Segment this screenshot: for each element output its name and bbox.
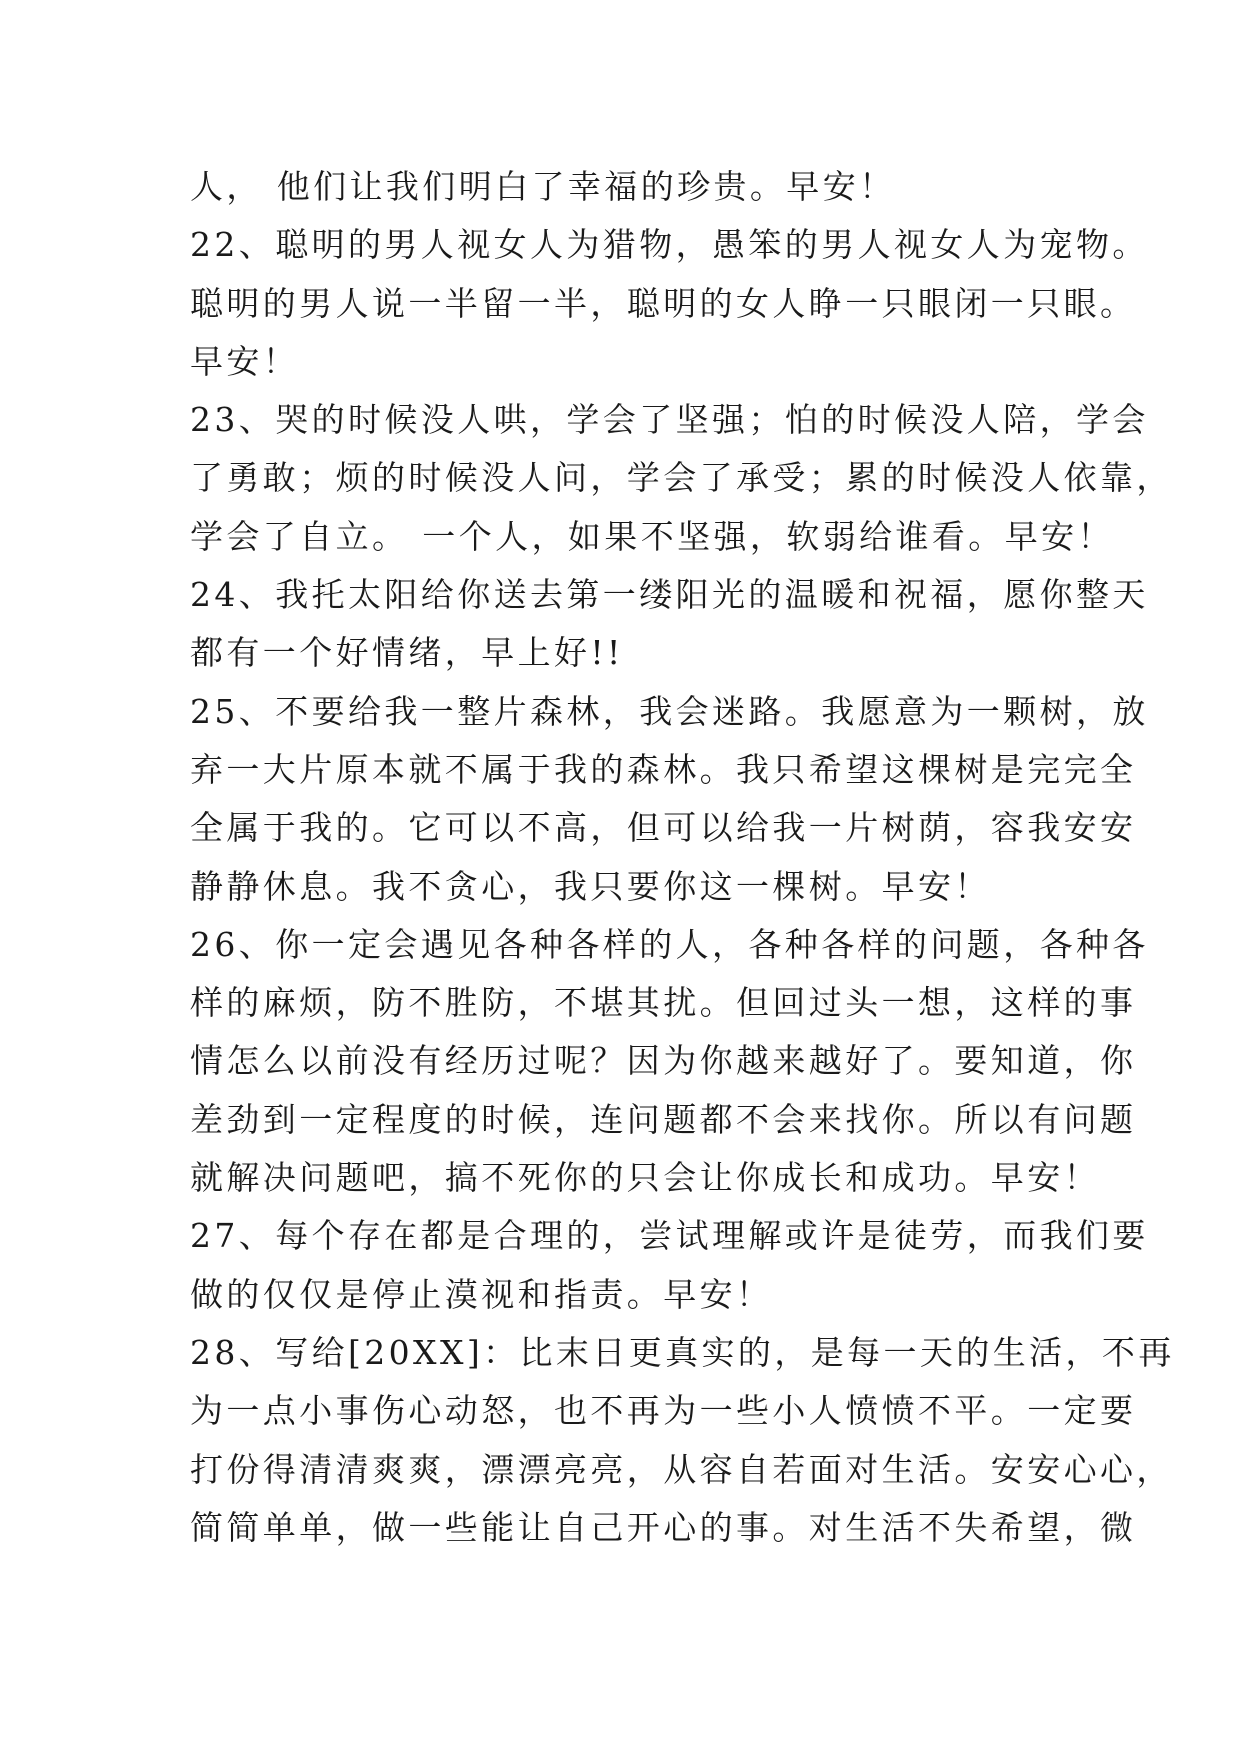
text-line: 22、聪明的男人视女人为猎物，愚笨的男人视女人为宠物。 — [190, 225, 1149, 265]
text-line: 为一点小事伤心动怒，也不再为一些小人愤愤不平。一定要 — [190, 1391, 1137, 1431]
text-line: 简简单单，做一些能让自己开心的事。对生活不失希望，微 — [190, 1507, 1137, 1547]
text-line: 27、每个存在都是合理的，尝试理解或许是徒劳，而我们要 — [190, 1216, 1149, 1256]
text-line: 聪明的男人说一半留一半，聪明的女人睁一只眼闭一只眼。 — [190, 283, 1137, 323]
text-line: 打份得清清爽爽，漂漂亮亮，从容自若面对生活。安安心心， — [190, 1449, 1173, 1489]
text-line: 26、你一定会遇见各种各样的人，各种各样的问题，各种各 — [190, 924, 1149, 964]
text-line: 了勇敢；烦的时候没人问，学会了承受；累的时候没人依靠， — [190, 458, 1173, 498]
text-line: 23、哭的时候没人哄，学会了坚强；怕的时候没人陪，学会 — [190, 400, 1149, 440]
text-line: 做的仅仅是停止漠视和指责。早安！ — [190, 1274, 773, 1314]
text-line: 差劲到一定程度的时候，连问题都不会来找你。所以有问题 — [190, 1099, 1137, 1139]
text-line: 28、写给[20XX]：比末日更真实的，是每一天的生活，不再 — [190, 1332, 1175, 1372]
text-line: 人， 他们让我们明白了幸福的珍贵。早安！ — [190, 167, 896, 206]
text-line: 早安！ — [190, 341, 300, 381]
text-line: 静静休息。我不贪心，我只要你这一棵树。早安！ — [190, 866, 991, 906]
text-line: 全属于我的。它可以不高，但可以给我一片树荫，容我安安 — [190, 808, 1137, 848]
text-line: 24、我托太阳给你送去第一缕阳光的温暖和祝福，愿你整天 — [190, 575, 1149, 615]
text-line: 就解决问题吧，搞不死你的只会让你成长和成功。早安！ — [190, 1158, 1100, 1198]
text-line: 样的麻烦，防不胜防，不堪其扰。但回过头一想，这样的事 — [190, 983, 1137, 1023]
text-line: 学会了自立。 一个人，如果不坚强，软弱给谁看。早安！ — [190, 516, 1114, 556]
text-line: 弃一大片原本就不属于我的森林。我只希望这棵树是完完全 — [190, 749, 1137, 789]
text-line: 25、不要给我一整片森林，我会迷路。我愿意为一颗树，放 — [190, 691, 1149, 731]
text-line: 都有一个好情绪，早上好!! — [190, 633, 624, 673]
document-body — [190, 158, 1175, 1557]
text-line: 情怎么以前没有经历过呢？因为你越来越好了。要知道，你 — [190, 1041, 1137, 1081]
